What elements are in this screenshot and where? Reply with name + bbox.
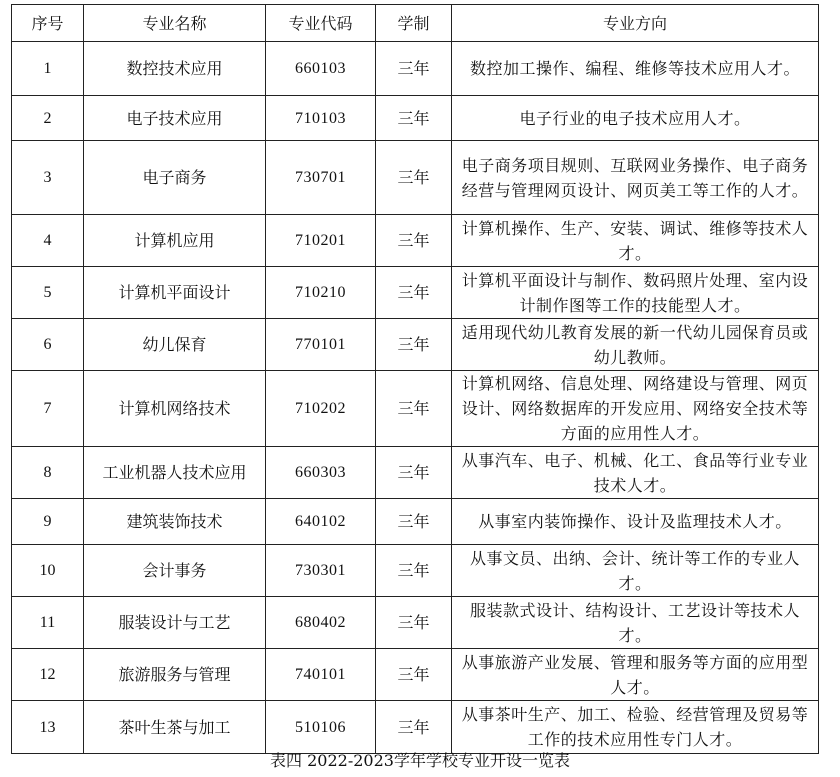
cell-direction: 电子商务项目规则、互联网业务操作、电子商务经营与管理网页设计、网页美工等工作的人才。 (452, 141, 819, 215)
cell-major-name: 茶叶生茶与加工 (84, 701, 266, 754)
cell-major-code: 510106 (266, 701, 376, 754)
cell-major-name: 建筑装饰技术 (84, 499, 266, 545)
cell-duration: 三年 (376, 96, 452, 141)
cell-major-name: 电子技术应用 (84, 96, 266, 141)
table-row (12, 319, 819, 371)
cell-duration: 三年 (376, 215, 452, 267)
cell-direction: 计算机网络、信息处理、网络建设与管理、网页设计、网络数据库的开发应用、网络安全技术等方面的应用性人才。 (452, 371, 819, 447)
table-row (12, 42, 819, 96)
cell-direction: 数控加工操作、编程、维修等技术应用人才。 (452, 42, 819, 96)
cell-major-name: 电子商务 (84, 141, 266, 215)
table-row (12, 215, 819, 267)
cell-seq: 8 (12, 447, 84, 499)
table-row (12, 267, 819, 319)
cell-seq: 7 (12, 371, 84, 447)
cell-seq: 4 (12, 215, 84, 267)
cell-direction: 适用现代幼儿教育发展的新一代幼儿园保育员或幼儿教师。 (452, 319, 819, 371)
cell-seq: 9 (12, 499, 84, 545)
cell-direction: 从事室内装饰操作、设计及监理技术人才。 (452, 499, 819, 545)
cell-major-code: 730301 (266, 545, 376, 597)
table-row (12, 141, 819, 215)
cell-seq: 11 (12, 597, 84, 649)
table-row (12, 649, 819, 701)
cell-duration: 三年 (376, 319, 452, 371)
cell-major-name: 计算机网络技术 (84, 371, 266, 447)
cell-direction: 服装款式设计、结构设计、工艺设计等技术人才。 (452, 597, 819, 649)
cell-duration: 三年 (376, 701, 452, 754)
cell-major-name: 会计事务 (84, 545, 266, 597)
cell-direction: 从事旅游产业发展、管理和服务等方面的应用型人才。 (452, 649, 819, 701)
cell-seq: 12 (12, 649, 84, 701)
cell-duration: 三年 (376, 545, 452, 597)
cell-major-code: 710103 (266, 96, 376, 141)
cell-duration: 三年 (376, 141, 452, 215)
cell-major-name: 服装设计与工艺 (84, 597, 266, 649)
table-row (12, 371, 819, 447)
cell-direction: 从事文员、出纳、会计、统计等工作的专业人才。 (452, 545, 819, 597)
cell-seq: 10 (12, 545, 84, 597)
cell-major-code: 640102 (266, 499, 376, 545)
table-row (12, 499, 819, 545)
cell-seq: 5 (12, 267, 84, 319)
table-header-row (12, 5, 819, 42)
table-row (12, 545, 819, 597)
cell-major-name: 计算机应用 (84, 215, 266, 267)
cell-major-name: 幼儿保育 (84, 319, 266, 371)
cell-major-code: 680402 (266, 597, 376, 649)
header-duration: 学制 (376, 5, 452, 42)
cell-seq: 3 (12, 141, 84, 215)
cell-direction: 从事茶叶生产、加工、检验、经营管理及贸易等工作的技术应用性专门人才。 (452, 701, 819, 754)
cell-seq: 6 (12, 319, 84, 371)
cell-major-name: 工业机器人技术应用 (84, 447, 266, 499)
cell-duration: 三年 (376, 447, 452, 499)
table-row (12, 96, 819, 141)
header-name: 专业名称 (84, 5, 266, 42)
cell-duration: 三年 (376, 499, 452, 545)
cell-major-code: 770101 (266, 319, 376, 371)
table-caption: 表四 2022-2023学年学校专业开设一览表 (270, 751, 570, 770)
header-code: 专业代码 (266, 5, 376, 42)
header-direction: 专业方向 (452, 5, 819, 42)
cell-major-code: 710201 (266, 215, 376, 267)
majors-table (11, 4, 819, 754)
cell-major-code: 710202 (266, 371, 376, 447)
table-row (12, 597, 819, 649)
cell-duration: 三年 (376, 42, 452, 96)
cell-direction: 电子行业的电子技术应用人才。 (452, 96, 819, 141)
cell-duration: 三年 (376, 371, 452, 447)
cell-duration: 三年 (376, 267, 452, 319)
cell-seq: 1 (12, 42, 84, 96)
cell-seq: 13 (12, 701, 84, 754)
cell-major-name: 数控技术应用 (84, 42, 266, 96)
table-row (12, 447, 819, 499)
cell-duration: 三年 (376, 649, 452, 701)
cell-major-code: 740101 (266, 649, 376, 701)
cell-duration: 三年 (376, 597, 452, 649)
table-row (12, 701, 819, 754)
cell-major-code: 730701 (266, 141, 376, 215)
cell-seq: 2 (12, 96, 84, 141)
cell-major-name: 计算机平面设计 (84, 267, 266, 319)
cell-major-code: 660103 (266, 42, 376, 96)
header-seq: 序号 (12, 5, 84, 42)
cell-major-code: 710210 (266, 267, 376, 319)
cell-major-code: 660303 (266, 447, 376, 499)
cell-direction: 计算机操作、生产、安装、调试、维修等技术人才。 (452, 215, 819, 267)
cell-major-name: 旅游服务与管理 (84, 649, 266, 701)
cell-direction: 从事汽车、电子、机械、化工、食品等行业专业技术人才。 (452, 447, 819, 499)
cell-direction: 计算机平面设计与制作、数码照片处理、室内设计制作图等工作的技能型人才。 (452, 267, 819, 319)
